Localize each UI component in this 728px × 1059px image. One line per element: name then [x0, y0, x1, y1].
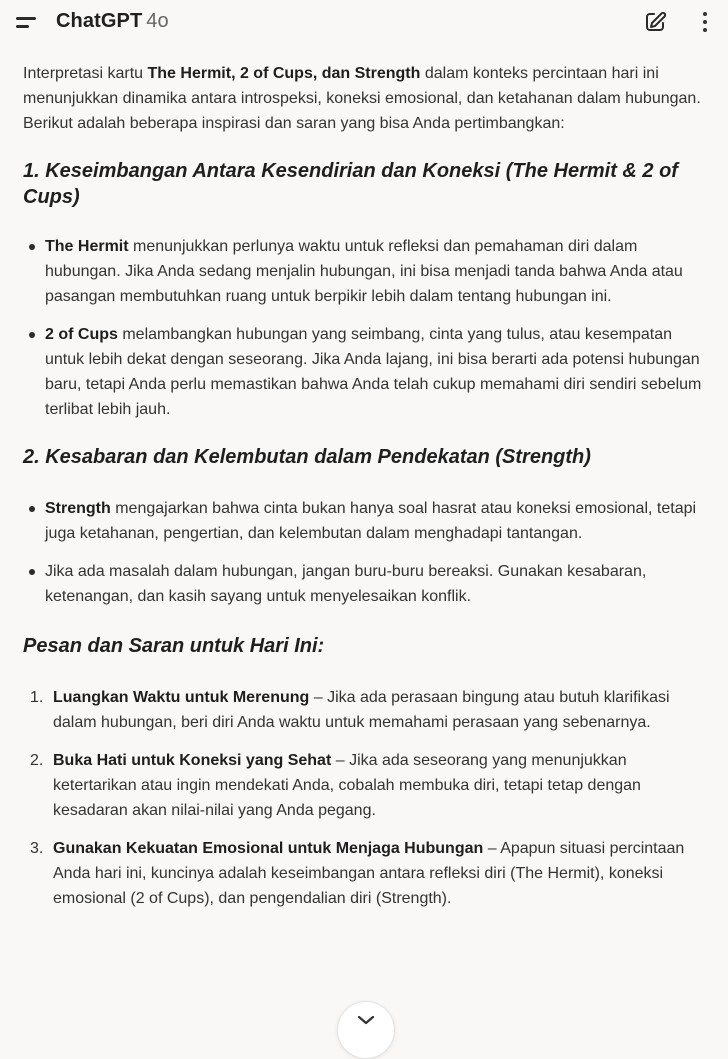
list-item: 2 of Cups melambangkan hubungan yang seimbang, cinta yang tulus, atau kesempatan untuk lebih dekat dengan seseorang. Jika Anda lajang, ini bisa berarti ada potensi hubungan baru, tetapi Anda perlu memastikan bahwa Anda telah cukup memahami diri sendiri sebelum terlibat lebih jauh. [23, 322, 713, 422]
menu-icon[interactable] [16, 15, 40, 31]
section-heading: 2. Kesabaran dan Kelembutan dalam Pendekatan (Strength) [23, 446, 591, 468]
model-label: 4o [146, 10, 169, 32]
chevron-down-icon [356, 1014, 376, 1026]
section-heading: 1. Keseimbangan Antara Kesendirian dan Koneksi (The Hermit & 2 of Cups) [23, 160, 678, 208]
section-heading: Pesan dan Saran untuk Hari Ini: [23, 635, 325, 657]
list-item: 3. Gunakan Kekuatan Emosional untuk Menjaga Hubungan – Apapun situasi percintaan Anda hari ini, kuncinya adalah keseimbangan antara refleksi diri (The Hermit), koneksi emosional (2 of Cups), dan pengendalian diri (Strength). [30, 840, 685, 907]
assistant-message [23, 61, 713, 924]
list-item: The Hermit menunjukkan perlunya waktu untuk refleksi dan pemahaman diri dalam hubungan. Jika Anda sedang menjalin hubungan, ini bisa menjadi tanda bahwa Anda atau pasangan membutuhkan ruang untuk berpikir lebih dalam tentang hubungan ini. [23, 234, 713, 309]
app-name: ChatGPT [56, 10, 143, 32]
list-item: 2. Buka Hati untuk Koneksi yang Sehat – Jika ada seseorang yang menunjukkan ketertarikan atau ingin mendekati Anda, cobalah membuka diri, tetapi tetap dengan kesadaran akan nilai-nilai yang Anda pegang. [30, 752, 641, 819]
list-item: Strength mengajarkan bahwa cinta bukan hanya soal hasrat atau koneksi emosional, tetapi juga ketahanan, pengertian, dan kelembutan dalam menghadapi tantangan. [23, 496, 713, 546]
bullet-list [23, 234, 713, 422]
list-item: Jika ada masalah dalam hubungan, jangan buru-buru bereaksi. Gunakan kesabaran, ketenangan, dan kasih sayang untuk menyelesaikan konflik. [23, 559, 713, 609]
numbered-list [23, 685, 713, 911]
more-vertical-icon[interactable] [696, 10, 714, 36]
app-title[interactable] [56, 10, 169, 33]
scroll-to-bottom-button[interactable] [337, 1001, 395, 1059]
top-bar [0, 0, 728, 46]
bullet-list [23, 496, 713, 609]
intro-paragraph: Interpretasi kartu The Hermit, 2 of Cups, dan Strength dalam konteks percintaan hari ini menunjukkan dinamika antara introspeksi, koneksi emosional, dan ketahanan dalam hubungan. Berikut adalah beberapa inspirasi dan saran yang bisa Anda pertimbangkan: [23, 65, 701, 132]
new-chat-icon[interactable] [643, 10, 667, 34]
list-item: 1. Luangkan Waktu untuk Merenung – Jika ada perasaan bingung atau butuh klarifikasi dalam hubungan, beri diri Anda waktu untuk memahami perasaan yang sebenarnya. [30, 689, 670, 731]
